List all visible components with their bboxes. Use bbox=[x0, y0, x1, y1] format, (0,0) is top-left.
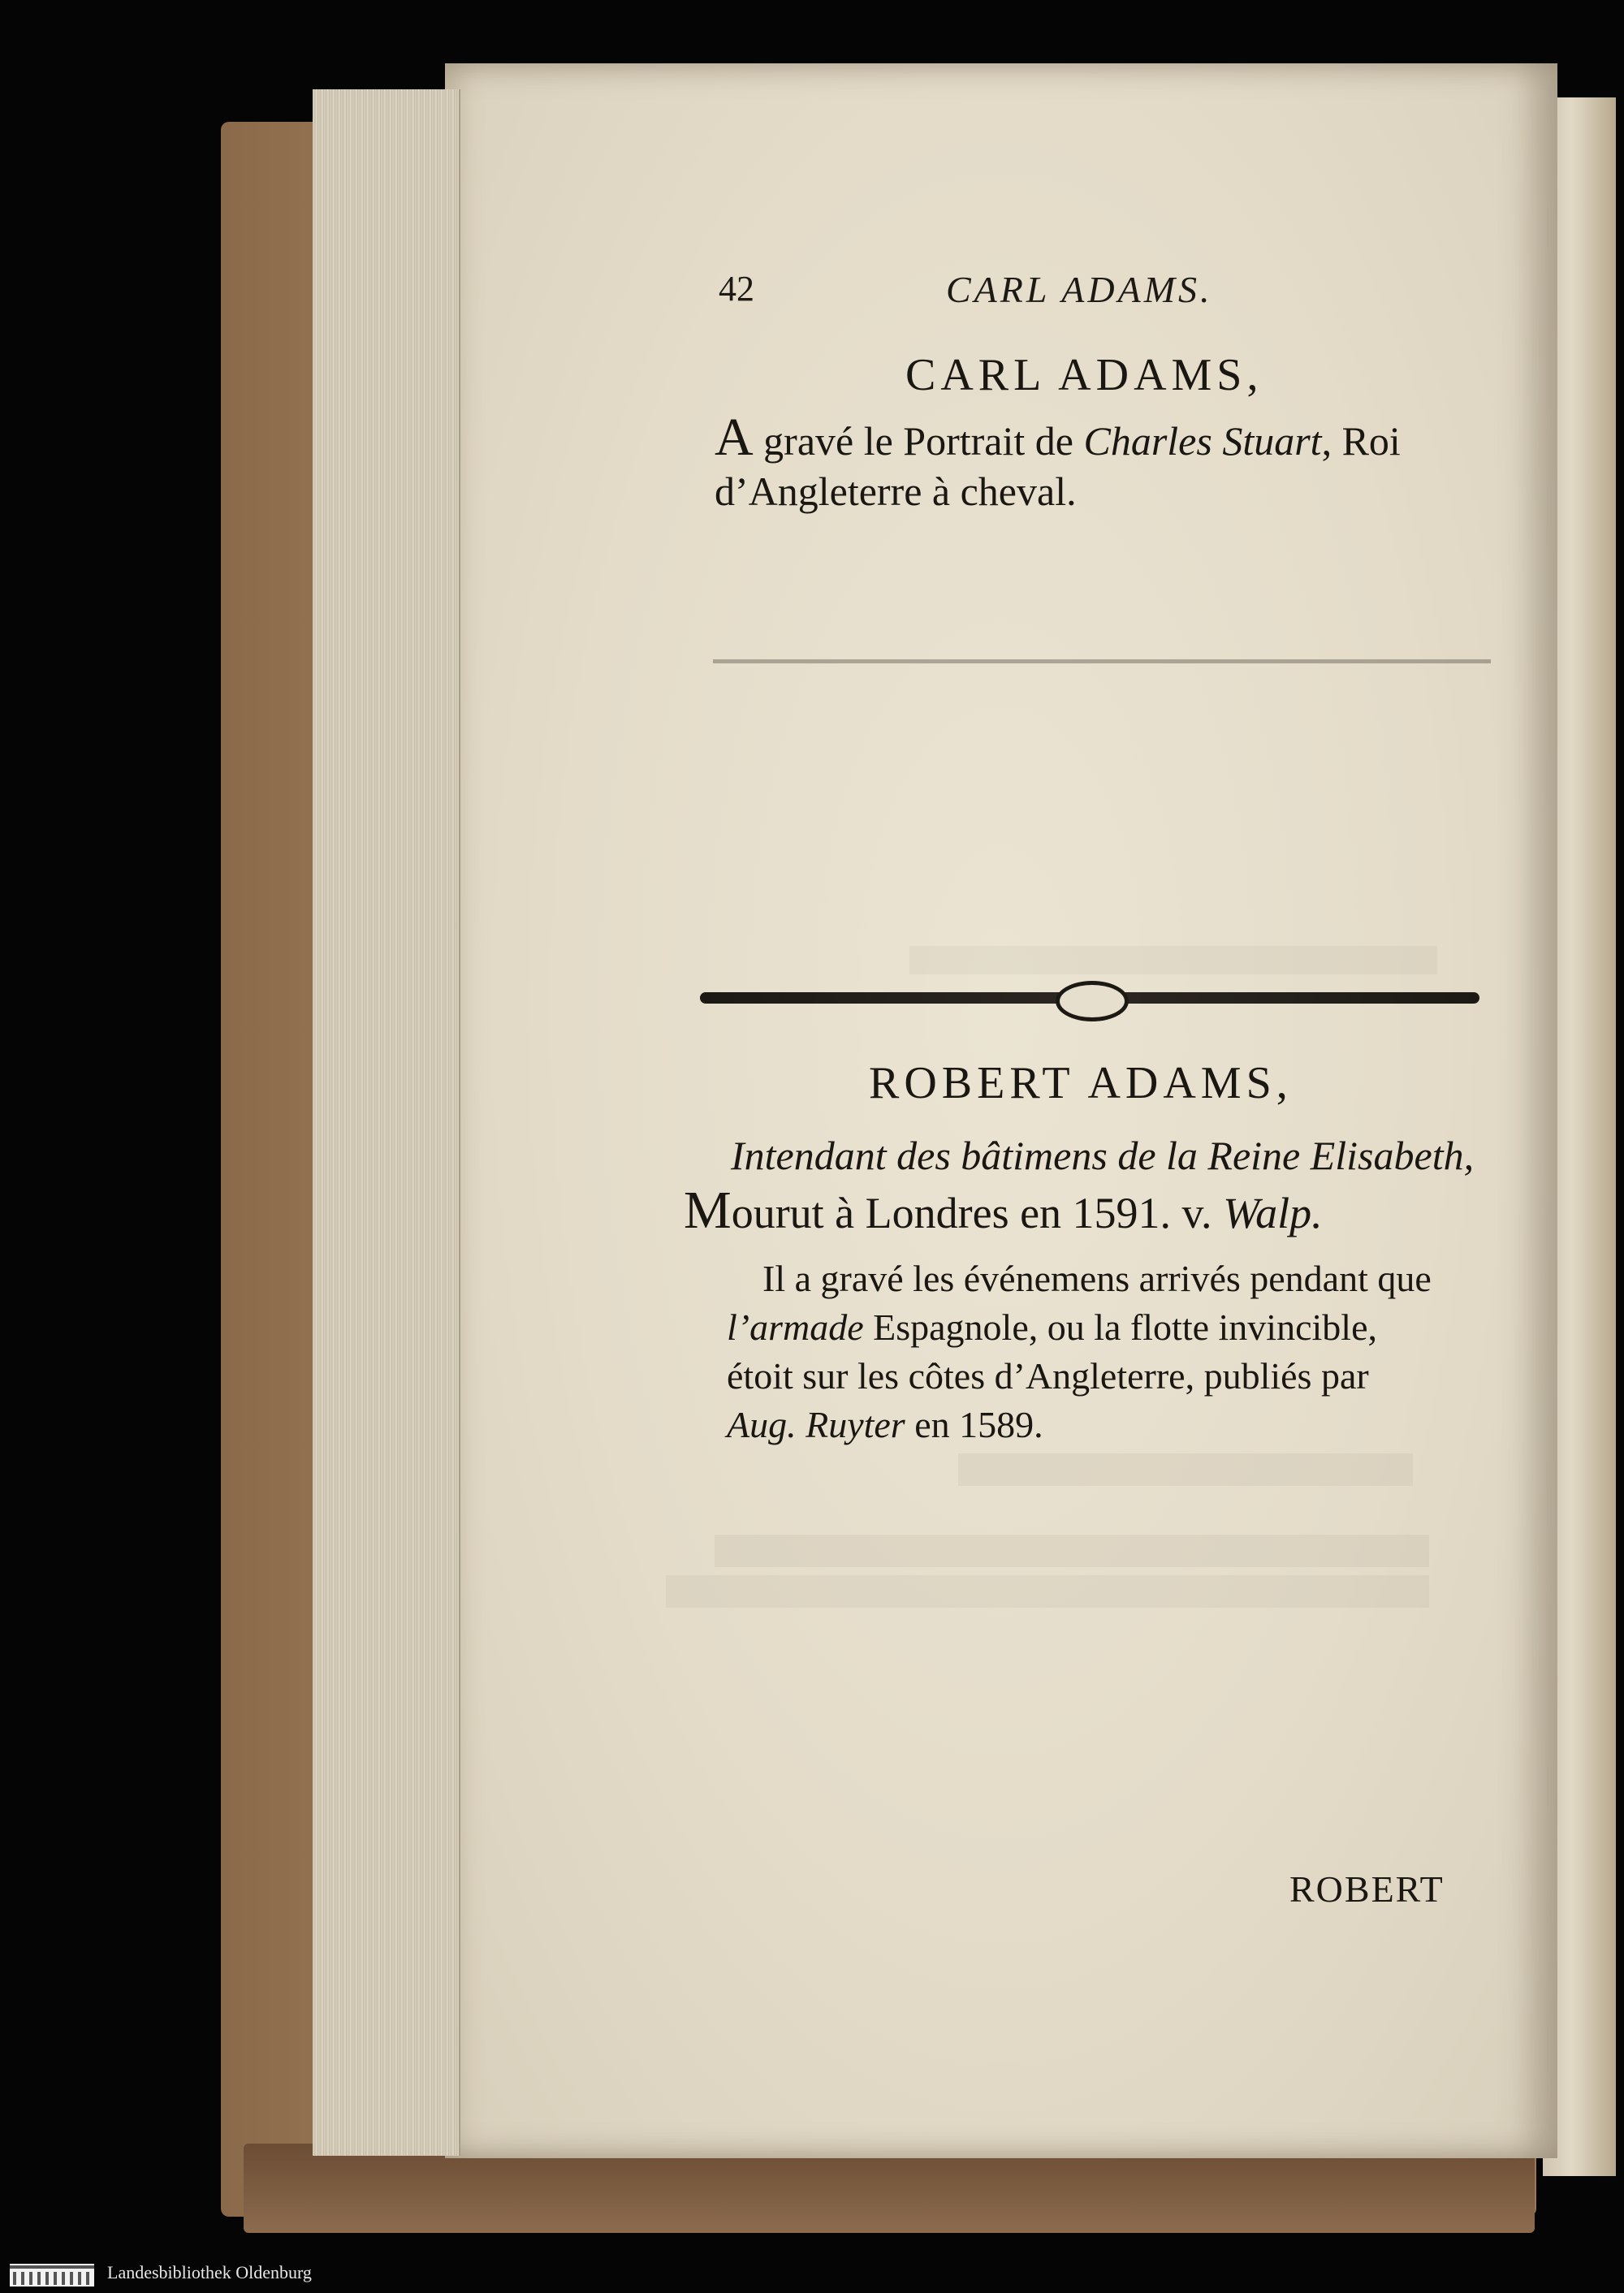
bleed-through-shadow bbox=[666, 1575, 1429, 1608]
drop-cap: M bbox=[684, 1181, 732, 1240]
library-building-icon bbox=[8, 2261, 96, 2288]
entry-subtitle: Intendant des bâtimens de la Reine Elisabeth, bbox=[731, 1133, 1475, 1178]
death-line: Mourut à Londres en 1591. v. Walp. bbox=[684, 1181, 1323, 1240]
page-number: 42 bbox=[719, 269, 754, 309]
entry-text-carl-adams: A gravé le Portrait de Charles Stuart, Roi d’Angleterre à cheval. bbox=[715, 408, 1401, 514]
bleed-through-shadow bbox=[715, 1535, 1429, 1567]
page-header bbox=[719, 268, 1303, 317]
drop-cap: A bbox=[715, 408, 754, 467]
entry-title-robert-adams: ROBERT ADAMS, bbox=[869, 1058, 1293, 1108]
running-head: CARL ADAMS. bbox=[946, 269, 1213, 310]
library-name: Landesbibliothek Oldenburg bbox=[107, 2262, 312, 2282]
bleed-through-shadow bbox=[958, 1453, 1413, 1486]
ornament-flourish-icon bbox=[1056, 981, 1129, 1021]
entry-paragraph: Il a gravé les événemens arrivés pendant que l’armade Espagnole, ou la flotte invincible, étoit sur les côtes d’Angleterre, publiés par Aug. Ruyter en 1589. bbox=[727, 1258, 1432, 1445]
catchword: ROBERT bbox=[1289, 1868, 1445, 1910]
bleed-through-shadow bbox=[909, 946, 1437, 974]
faint-divider-rule bbox=[713, 659, 1491, 663]
page-block-edges bbox=[313, 89, 460, 2156]
entry-title-carl-adams: CARL ADAMS, bbox=[905, 350, 1263, 400]
